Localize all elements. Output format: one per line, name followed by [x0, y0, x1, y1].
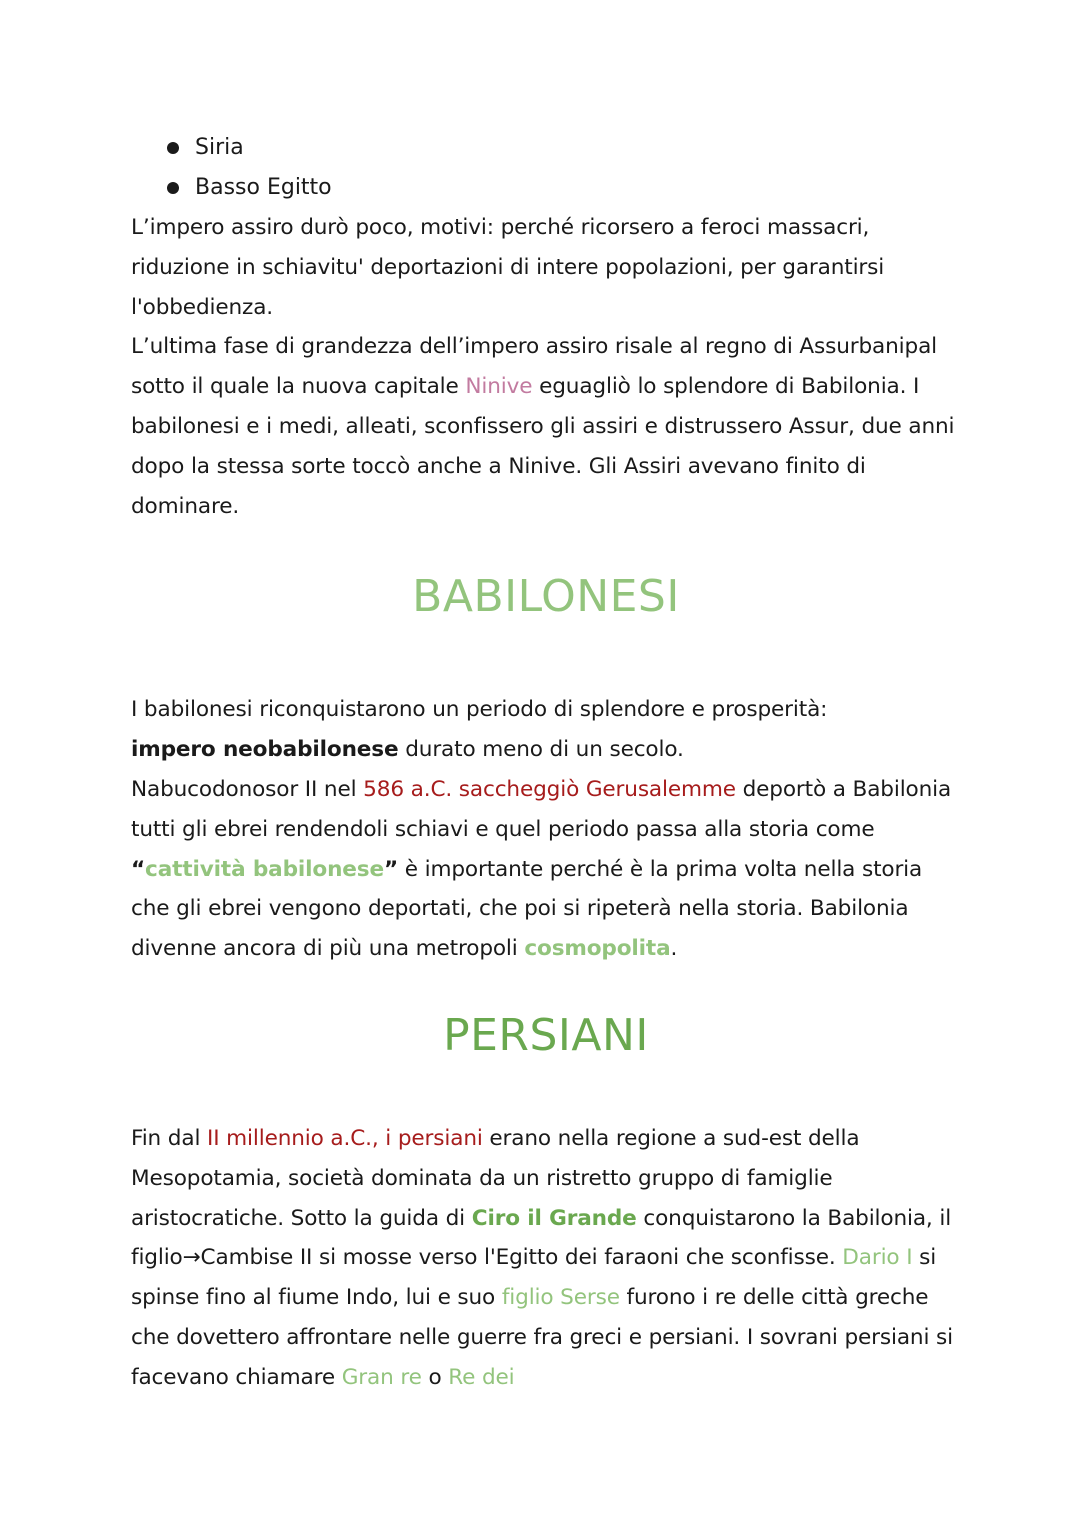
- text-run: conquistarono la Babilonia, il figlio→Cambise II si mosse verso l'Egitto dei faraoni che sconfisse.: [131, 1205, 952, 1271]
- highlight-name: Ciro il Grande: [471, 1205, 637, 1231]
- bullet-text: Siria: [195, 135, 244, 160]
- assiri-paragraph-2: [131, 327, 961, 526]
- text-run: si spinse fino al fiume Indo, lui e suo: [131, 1245, 937, 1311]
- text-run: o: [421, 1364, 449, 1390]
- text-run: Fin dal: [131, 1125, 208, 1151]
- babilonesi-paragraph-2: [131, 730, 961, 770]
- babilonesi-paragraph-1: I babilonesi riconquistarono un periodo di splendore e prosperità:: [131, 697, 828, 723]
- highlight-date: 586 a.C. saccheggiò Gerusalemme: [363, 776, 736, 802]
- highlight-title: Gran re: [341, 1364, 422, 1390]
- text-run: è importante perché è la prima volta nella storia che gli ebrei vengono deportati, che poi si ripeterà nella storia. Babilonia divenne ancora di più una metropoli: [131, 856, 923, 962]
- text-run: Nabucodonosor II nel: [131, 776, 364, 802]
- list-item: [167, 128, 961, 168]
- quote-open: “: [131, 856, 146, 882]
- bullet-icon: [167, 142, 179, 154]
- bullet-text: Basso Egitto: [195, 175, 332, 200]
- bullet-list: [131, 128, 961, 208]
- text-run: furono i re delle città greche che dovettero affrontare nelle guerre fra greci e persiani. I sovrani persiani si facevano chiamare: [131, 1285, 953, 1390]
- highlight-name: Dario I: [842, 1245, 913, 1271]
- bold-term: impero neobabilonese: [131, 737, 399, 763]
- text-run: deportò a Babilonia tutti gli ebrei rendendoli schiavi e quel periodo passa alla storia come: [131, 776, 952, 842]
- highlight-term: cosmopolita: [524, 936, 671, 962]
- assiri-paragraph-1: L’impero assiro durò poco, motivi: perché ricorsero a feroci massacri, riduzione in schiavitu' deportazioni di intere popolazioni, per garantirsi l'obbedienza.: [131, 215, 885, 320]
- text-run: .: [670, 936, 678, 962]
- babilonesi-paragraph-3: [131, 770, 961, 969]
- highlight-name: figlio Serse: [501, 1285, 620, 1311]
- section-heading-babilonesi: BABILONESI: [412, 571, 680, 623]
- bullet-icon: [167, 182, 179, 194]
- section-heading-persiani: PERSIANI: [443, 1009, 649, 1061]
- text-run: erano nella regione a sud-est della Mesopotamia, società dominata da un ristretto gruppo di famiglie aristocratiche. Sotto la guida di: [131, 1125, 860, 1231]
- document-page: [131, 128, 961, 1398]
- text-run: durato meno di un secolo.: [398, 737, 684, 763]
- highlight-title: Re dei: [448, 1364, 515, 1390]
- list-item: [167, 168, 961, 208]
- quote-close: ”: [384, 856, 399, 882]
- highlight-date: II millennio a.C., i persiani: [207, 1125, 483, 1151]
- persiani-paragraph: [131, 1119, 961, 1398]
- text-run: L’ultima fase di grandezza dell’impero assiro risale al regno di Assurbanipal sotto il quale la nuova capitale: [131, 334, 937, 400]
- highlight-ninive: Ninive: [465, 374, 533, 400]
- highlight-term: cattività babilonese: [145, 856, 384, 882]
- text-run: eguagliò lo splendore di Babilonia. I babilonesi e i medi, alleati, sconfissero gli assiri e distrussero Assur, due anni dopo la stessa sorte toccò anche a Ninive. Gli Assiri avevano finito di dominare.: [131, 374, 955, 519]
